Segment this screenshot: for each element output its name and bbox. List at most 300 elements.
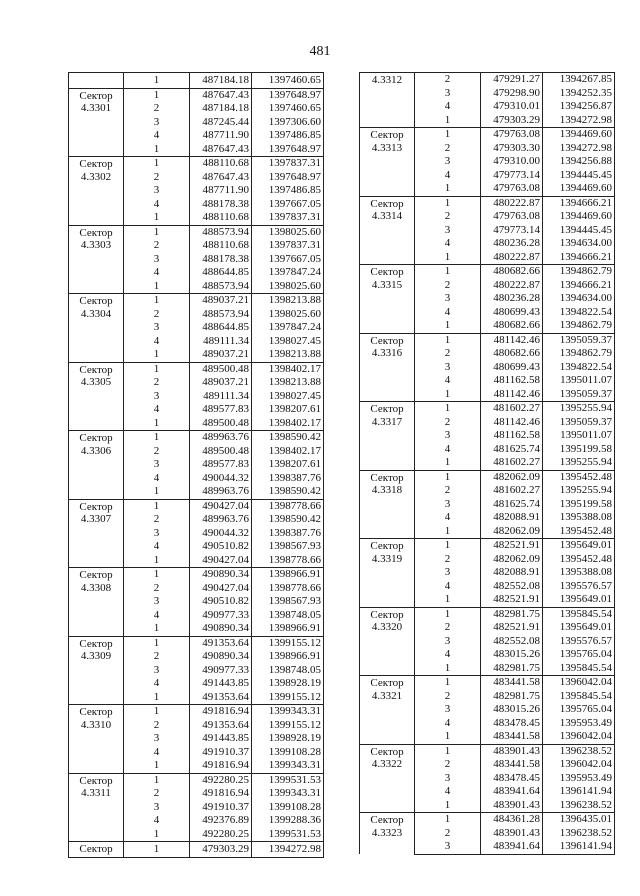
point-number: 3: [415, 155, 481, 169]
table-row: [360, 676, 615, 690]
coordinate-y: 1395388.08: [543, 511, 615, 525]
coordinate-x: 492376.89: [190, 814, 252, 828]
point-number: 1: [124, 759, 190, 773]
point-number: 3: [415, 566, 481, 580]
coordinate-y: 1395199.58: [543, 443, 615, 457]
coordinate-x: 492280.25: [190, 828, 252, 842]
coordinate-x: 491910.37: [190, 801, 252, 815]
point-number: 1: [124, 773, 190, 787]
coordinate-y: 1398213.88: [252, 348, 324, 362]
coordinate-x: 482521.91: [481, 593, 543, 607]
coordinate-y: 1397648.97: [252, 171, 324, 185]
sector-label: Сектор 4.3321: [360, 676, 415, 745]
coordinate-x: 479298.90: [481, 87, 543, 101]
point-number: 2: [415, 73, 481, 87]
coordinate-y: 1398027.45: [252, 335, 324, 349]
sector-label: Сектор 4.3301: [69, 88, 124, 157]
point-number: 2: [415, 758, 481, 772]
coordinate-x: 480682.66: [481, 265, 543, 279]
coordinate-x: 490044.32: [190, 472, 252, 486]
page-number: 481: [309, 44, 331, 59]
coordinate-x: 487647.43: [190, 88, 252, 102]
coordinate-x: 482981.75: [481, 690, 543, 704]
coordinate-x: 479310.01: [481, 100, 543, 114]
coordinate-x: 491443.85: [190, 732, 252, 746]
coordinate-y: 1397486.85: [252, 184, 324, 198]
coordinate-y: 1395059.37: [543, 416, 615, 430]
coordinate-y: 1399155.12: [252, 636, 324, 650]
coordinate-x: 489500.48: [190, 417, 252, 431]
coordinate-y: 1398778.66: [252, 582, 324, 596]
coordinate-x: 479310.00: [481, 155, 543, 169]
coordinate-y: 1394822.54: [543, 306, 615, 320]
coordinate-y: 1398590.42: [252, 513, 324, 527]
coordinate-y: 1395576.57: [543, 635, 615, 649]
table-row: [69, 362, 324, 376]
coordinate-y: 1395845.54: [543, 607, 615, 621]
coordinate-y: 1398966.91: [252, 650, 324, 664]
coordinate-y: 1395649.01: [543, 621, 615, 635]
point-number: 2: [124, 719, 190, 733]
point-number: 4: [124, 746, 190, 760]
coordinate-y: 1399343.31: [252, 705, 324, 719]
coordinate-y: 1395953.49: [543, 717, 615, 731]
coordinate-x: 479773.14: [481, 224, 543, 238]
point-number: 1: [124, 225, 190, 239]
table-row: [69, 773, 324, 787]
point-number: 2: [124, 171, 190, 185]
coordinate-y: 1398387.76: [252, 472, 324, 486]
point-number: 1: [415, 333, 481, 347]
coordinate-y: 1397837.31: [252, 211, 324, 225]
coordinate-y: 1394469.60: [543, 210, 615, 224]
table-row: [69, 705, 324, 719]
coordinate-y: 1394862.79: [543, 319, 615, 333]
point-number: 2: [124, 445, 190, 459]
coordinate-x: 483015.26: [481, 648, 543, 662]
point-number: 3: [415, 292, 481, 306]
point-number: 1: [124, 88, 190, 102]
coordinates-table-left: [68, 72, 324, 858]
coordinate-y: 1398213.88: [252, 376, 324, 390]
coordinate-y: 1394862.79: [543, 265, 615, 279]
coordinate-y: 1397306.60: [252, 116, 324, 130]
point-number: 4: [415, 785, 481, 799]
coordinate-y: 1394267.85: [543, 73, 615, 87]
coordinate-x: 491910.37: [190, 746, 252, 760]
coordinate-x: 479291.27: [481, 73, 543, 87]
coordinate-x: 491816.94: [190, 705, 252, 719]
coordinate-x: 483478.45: [481, 772, 543, 786]
coordinate-x: 487647.43: [190, 143, 252, 157]
coordinate-x: 488644.85: [190, 266, 252, 280]
table-row: [360, 265, 615, 279]
coordinate-x: 491353.64: [190, 719, 252, 733]
point-number: 1: [124, 842, 190, 858]
coordinate-x: 490890.34: [190, 650, 252, 664]
coordinate-x: 488110.68: [190, 239, 252, 253]
point-number: 1: [124, 705, 190, 719]
coordinate-x: 489963.76: [190, 513, 252, 527]
coordinate-y: 1395011.07: [543, 374, 615, 388]
point-number: 2: [415, 210, 481, 224]
sector-label: 4.3312: [360, 73, 415, 128]
coordinate-y: 1399155.12: [252, 691, 324, 705]
point-number: 1: [415, 114, 481, 128]
point-number: 2: [415, 621, 481, 635]
point-number: 4: [415, 374, 481, 388]
coordinate-x: 490510.82: [190, 540, 252, 554]
sector-label: Сектор 4.3311: [69, 773, 124, 842]
point-number: 1: [415, 662, 481, 676]
sector-label: Сектор 4.3322: [360, 744, 415, 813]
coordinate-x: 488644.85: [190, 321, 252, 335]
coordinate-y: 1398025.60: [252, 225, 324, 239]
point-number: 2: [124, 513, 190, 527]
table-row: [360, 539, 615, 553]
coordinate-x: 490044.32: [190, 527, 252, 541]
coordinate-x: 482062.09: [481, 470, 543, 484]
point-number: 1: [124, 554, 190, 568]
point-number: 1: [415, 607, 481, 621]
coordinate-x: 482521.91: [481, 539, 543, 553]
point-number: 1: [415, 470, 481, 484]
coordinate-y: 1398928.19: [252, 732, 324, 746]
coordinate-x: 482981.75: [481, 607, 543, 621]
coordinate-x: 490890.34: [190, 622, 252, 636]
point-number: 4: [415, 511, 481, 525]
sector-label: Сектор 4.3310: [69, 705, 124, 774]
coordinates-table-right: [359, 72, 615, 855]
coordinate-x: 481602.27: [481, 484, 543, 498]
point-number: 4: [124, 198, 190, 212]
sector-label: Сектор 4.3320: [360, 607, 415, 676]
coordinate-y: 1397847.24: [252, 266, 324, 280]
coordinate-x: 488178.38: [190, 198, 252, 212]
coordinate-y: 1395765.04: [543, 648, 615, 662]
point-number: 4: [124, 814, 190, 828]
coordinate-y: 1395059.37: [543, 388, 615, 402]
coordinate-x: 479773.14: [481, 169, 543, 183]
coordinate-y: 1398213.88: [252, 294, 324, 308]
sector-label: Сектор 4.3317: [360, 402, 415, 471]
point-number: 4: [415, 306, 481, 320]
coordinate-x: 480682.66: [481, 347, 543, 361]
point-number: 3: [415, 772, 481, 786]
point-number: 1: [124, 499, 190, 513]
coordinate-x: 489500.48: [190, 445, 252, 459]
coordinate-y: 1396435.01: [543, 813, 615, 827]
coordinate-y: 1394445.45: [543, 169, 615, 183]
coordinate-y: 1395765.04: [543, 703, 615, 717]
coordinate-x: 481142.46: [481, 333, 543, 347]
point-number: 2: [124, 787, 190, 801]
table-row: [360, 813, 615, 827]
coordinate-y: 1395059.37: [543, 333, 615, 347]
coordinate-x: 483901.43: [481, 827, 543, 841]
coordinate-y: 1398966.91: [252, 568, 324, 582]
point-number: 1: [124, 417, 190, 431]
coordinate-y: 1394822.54: [543, 361, 615, 375]
coordinate-x: 490890.34: [190, 568, 252, 582]
coordinate-x: 482521.91: [481, 621, 543, 635]
coordinate-x: 479303.29: [481, 114, 543, 128]
point-number: 4: [124, 266, 190, 280]
coordinate-x: 491443.85: [190, 677, 252, 691]
coordinate-x: 487184.18: [190, 73, 252, 89]
coordinate-y: 1396238.52: [543, 799, 615, 813]
table-row: [360, 333, 615, 347]
table-row: [360, 402, 615, 416]
coordinate-x: 490427.04: [190, 499, 252, 513]
point-number: 1: [124, 828, 190, 842]
table-row: [360, 470, 615, 484]
coordinate-y: 1394634.00: [543, 237, 615, 251]
coordinate-x: 489577.83: [190, 403, 252, 417]
point-number: 3: [124, 321, 190, 335]
coordinate-x: 489577.83: [190, 458, 252, 472]
point-number: 1: [124, 568, 190, 582]
point-number: 1: [124, 294, 190, 308]
coordinate-y: 1397486.85: [252, 129, 324, 143]
table-row: [360, 744, 615, 758]
coordinate-y: 1398402.17: [252, 445, 324, 459]
table-row: [360, 607, 615, 621]
coordinate-x: 483441.58: [481, 676, 543, 690]
point-number: 4: [415, 717, 481, 731]
coordinate-y: 1394272.98: [543, 114, 615, 128]
coordinate-y: 1394862.79: [543, 347, 615, 361]
point-number: 4: [415, 648, 481, 662]
point-number: 1: [415, 182, 481, 196]
coordinate-x: 488573.94: [190, 225, 252, 239]
point-number: 3: [415, 429, 481, 443]
point-number: 1: [124, 691, 190, 705]
table-row: [69, 568, 324, 582]
coordinate-y: 1394445.45: [543, 224, 615, 238]
coordinate-x: 488573.94: [190, 308, 252, 322]
point-number: 4: [124, 540, 190, 554]
coordinate-x: 491353.64: [190, 636, 252, 650]
coordinate-x: 489037.21: [190, 294, 252, 308]
coordinate-y: 1395953.49: [543, 772, 615, 786]
coordinate-y: 1397667.05: [252, 253, 324, 267]
point-number: 1: [415, 593, 481, 607]
coordinate-y: 1396238.52: [543, 744, 615, 758]
coordinate-y: 1398590.42: [252, 485, 324, 499]
point-number: 1: [415, 128, 481, 142]
coordinate-y: 1398387.76: [252, 527, 324, 541]
coordinate-x: 490977.33: [190, 664, 252, 678]
coordinate-x: 483941.64: [481, 840, 543, 854]
table-row: [69, 636, 324, 650]
coordinate-y: 1395649.01: [543, 539, 615, 553]
coordinate-y: 1398402.17: [252, 417, 324, 431]
coordinate-y: 1394634.00: [543, 292, 615, 306]
coordinate-y: 1397648.97: [252, 143, 324, 157]
sector-label: [69, 73, 124, 89]
point-number: 2: [415, 484, 481, 498]
coordinate-x: 481625.74: [481, 443, 543, 457]
coordinate-x: 489963.76: [190, 485, 252, 499]
point-number: 4: [124, 129, 190, 143]
coordinate-x: 488178.38: [190, 253, 252, 267]
point-number: 4: [124, 403, 190, 417]
sector-label: Сектор 4.3307: [69, 499, 124, 568]
coordinate-y: 1399108.28: [252, 801, 324, 815]
sector-label: Сектор 4.3302: [69, 157, 124, 226]
coordinate-y: 1398590.42: [252, 431, 324, 445]
coordinate-y: 1395255.94: [543, 456, 615, 470]
coordinate-x: 492280.25: [190, 773, 252, 787]
coordinate-x: 482552.08: [481, 635, 543, 649]
sector-label: Сектор 4.3313: [360, 128, 415, 197]
point-number: 4: [124, 677, 190, 691]
coordinate-x: 480236.28: [481, 237, 543, 251]
coordinate-y: 1394256.88: [543, 155, 615, 169]
coordinate-y: 1399531.53: [252, 828, 324, 842]
coordinate-y: 1399108.28: [252, 746, 324, 760]
coordinate-y: 1395255.94: [543, 484, 615, 498]
point-number: 1: [124, 636, 190, 650]
table-row: [360, 73, 615, 87]
coordinate-x: 481602.27: [481, 456, 543, 470]
coordinate-x: 489963.76: [190, 431, 252, 445]
sector-label: Сектор 4.3323: [360, 813, 415, 855]
coordinate-x: 479763.08: [481, 128, 543, 142]
sector-label: Сектор 4.3316: [360, 333, 415, 402]
point-number: 4: [415, 237, 481, 251]
coordinate-x: 489037.21: [190, 376, 252, 390]
point-number: 3: [124, 664, 190, 678]
point-number: 1: [415, 251, 481, 265]
point-number: 2: [415, 553, 481, 567]
point-number: 3: [124, 527, 190, 541]
coordinate-y: 1397460.65: [252, 73, 324, 89]
point-number: 2: [124, 239, 190, 253]
point-number: 3: [415, 224, 481, 238]
sector-label: Сектор 4.3303: [69, 225, 124, 294]
point-number: 1: [415, 730, 481, 744]
coordinate-y: 1398207.61: [252, 403, 324, 417]
point-number: 2: [124, 650, 190, 664]
point-number: 3: [415, 635, 481, 649]
point-number: 1: [124, 280, 190, 294]
sector-label: Сектор 4.3314: [360, 196, 415, 265]
table-row: [69, 499, 324, 513]
point-number: 3: [415, 498, 481, 512]
sector-label: Сектор 4.3315: [360, 265, 415, 334]
coordinate-y: 1398966.91: [252, 622, 324, 636]
coordinate-x: 488110.68: [190, 211, 252, 225]
coordinate-y: 1395845.54: [543, 690, 615, 704]
point-number: 3: [124, 458, 190, 472]
point-number: 1: [415, 265, 481, 279]
coordinate-x: 483015.26: [481, 703, 543, 717]
point-number: 1: [124, 73, 190, 89]
coordinate-x: 481142.46: [481, 388, 543, 402]
point-number: 4: [415, 580, 481, 594]
coordinate-x: 480699.43: [481, 361, 543, 375]
table-row: [360, 196, 615, 210]
coordinate-y: 1398207.61: [252, 458, 324, 472]
coordinate-y: 1397648.97: [252, 88, 324, 102]
point-number: 2: [124, 376, 190, 390]
coordinate-y: 1397847.24: [252, 321, 324, 335]
table-row: [69, 294, 324, 308]
coordinate-y: 1396042.04: [543, 758, 615, 772]
coordinate-y: 1394666.21: [543, 279, 615, 293]
sector-label: Сектор 4.3305: [69, 362, 124, 431]
point-number: 3: [124, 184, 190, 198]
sector-label: Сектор: [69, 842, 124, 858]
coordinate-y: 1398778.66: [252, 554, 324, 568]
coordinate-y: 1398748.05: [252, 664, 324, 678]
point-number: 2: [124, 582, 190, 596]
coordinate-y: 1399343.31: [252, 787, 324, 801]
coordinate-x: 482552.08: [481, 580, 543, 594]
coordinate-y: 1399155.12: [252, 719, 324, 733]
coordinate-y: 1397667.05: [252, 198, 324, 212]
coordinate-x: 484361.28: [481, 813, 543, 827]
point-number: 3: [124, 801, 190, 815]
coordinate-y: 1398027.45: [252, 390, 324, 404]
coordinate-y: 1394469.60: [543, 182, 615, 196]
table-row: [69, 431, 324, 445]
point-number: 2: [124, 308, 190, 322]
coordinate-x: 480222.87: [481, 251, 543, 265]
point-number: 1: [415, 539, 481, 553]
coordinate-x: 483901.43: [481, 799, 543, 813]
coordinate-x: 489500.48: [190, 362, 252, 376]
coordinate-y: 1394252.35: [543, 87, 615, 101]
point-number: 3: [124, 116, 190, 130]
point-number: 1: [124, 622, 190, 636]
point-number: 1: [124, 348, 190, 362]
coordinate-y: 1397837.31: [252, 239, 324, 253]
point-number: 1: [415, 744, 481, 758]
sector-label: Сектор 4.3304: [69, 294, 124, 363]
coordinate-x: 479303.30: [481, 142, 543, 156]
point-number: 3: [415, 87, 481, 101]
point-number: 3: [124, 390, 190, 404]
point-number: 2: [415, 690, 481, 704]
coordinate-y: 1398928.19: [252, 677, 324, 691]
point-number: 1: [415, 799, 481, 813]
coordinate-y: 1395388.08: [543, 566, 615, 580]
coordinate-x: 483441.58: [481, 730, 543, 744]
sector-label: Сектор 4.3319: [360, 539, 415, 608]
coordinate-y: 1394469.60: [543, 128, 615, 142]
coordinate-y: 1394666.21: [543, 196, 615, 210]
point-number: 3: [124, 732, 190, 746]
coordinate-x: 480236.28: [481, 292, 543, 306]
coordinate-y: 1397837.31: [252, 157, 324, 171]
coordinate-x: 487711.90: [190, 129, 252, 143]
coordinate-x: 490977.33: [190, 609, 252, 623]
sector-label: Сектор 4.3318: [360, 470, 415, 539]
coordinate-x: 490427.04: [190, 554, 252, 568]
coordinate-x: 483441.58: [481, 758, 543, 772]
coordinate-y: 1398778.66: [252, 499, 324, 513]
point-number: 1: [124, 362, 190, 376]
coordinate-y: 1395452.48: [543, 553, 615, 567]
coordinate-x: 491816.94: [190, 759, 252, 773]
coordinate-x: 488573.94: [190, 280, 252, 294]
coordinate-y: 1396141.94: [543, 840, 615, 854]
coordinate-x: 487647.43: [190, 171, 252, 185]
table-row: [69, 157, 324, 171]
